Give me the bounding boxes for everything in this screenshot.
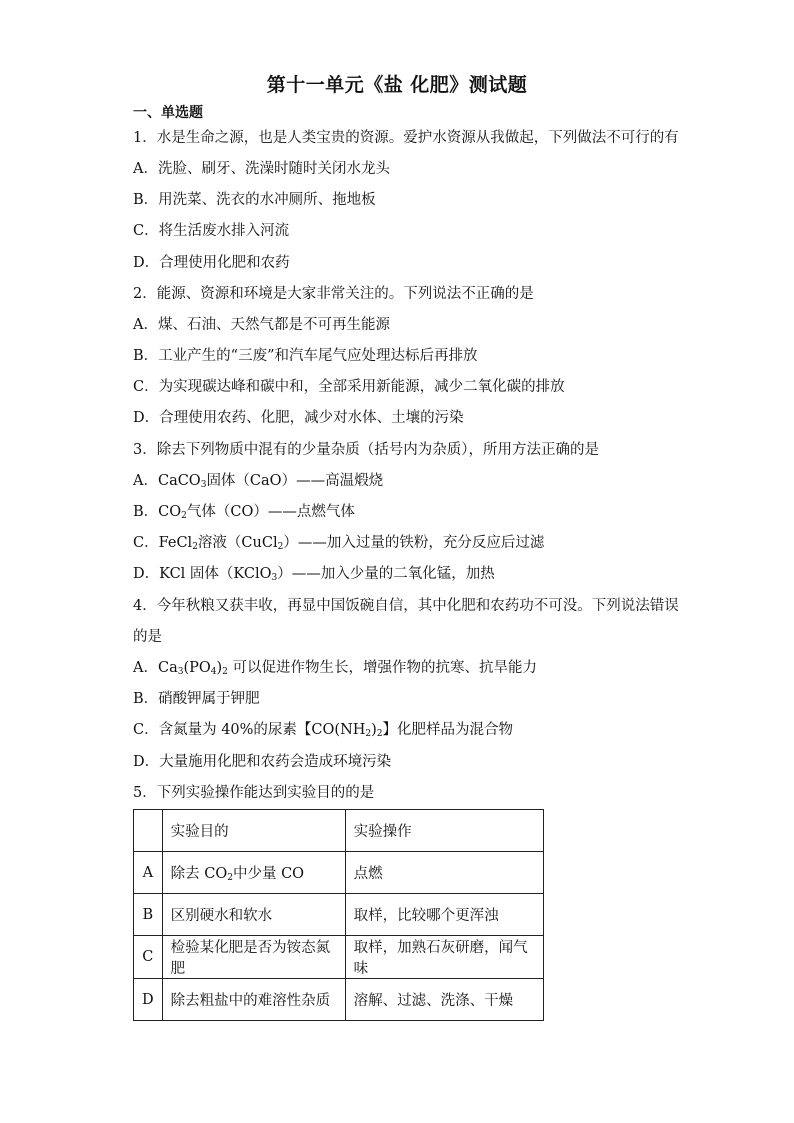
row-label: C	[134, 936, 163, 979]
q3-option-a: A．CaCO$_3$固体（CaO）——高温煅烧	[133, 473, 384, 490]
q4-stem-line2: 的是	[133, 629, 162, 645]
row-label: A	[134, 852, 163, 894]
q1-option-b: B．用洗菜、洗衣的水冲厕所、拖地板	[133, 192, 376, 208]
row-operation: 点燃	[345, 852, 543, 894]
q4-option-c: C．含氮量为 40%的尿素【$CO(NH_2)_2$】化肥样品为混合物	[133, 722, 514, 739]
q1-option-c: C．将生活废水排入河流	[133, 223, 290, 239]
row-goal: 区别硬水和软水	[162, 894, 345, 936]
q4-stem-line1: 4．今年秋粮又获丰收，再显中国饭碗自信，其中化肥和农药功不可没。下列说法错误	[133, 598, 679, 614]
q3-option-d: D．KCl 固体（KClO$_3$）——加入少量的二氧化锰，加热	[133, 566, 495, 583]
q4-option-d: D．大量施用化肥和农药会造成环境污染	[133, 754, 392, 770]
q2-option-c: C．为实现碳达峰和碳中和，全部采用新能源，减少二氧化碳的排放	[133, 379, 565, 395]
q2-option-a: A．煤、石油、天然气都是不可再生能源	[133, 317, 390, 333]
q2-stem: 2．能源、资源和环境是大家非常关注的。下列说法不正确的是	[133, 286, 534, 302]
section-heading: 一、单选题	[133, 105, 203, 121]
q1-option-a: A．洗脸、刷牙、洗澡时随时关闭水龙头	[133, 161, 390, 177]
table-row	[134, 894, 544, 936]
table-header-row	[134, 810, 544, 852]
q1-stem: 1．水是生命之源，也是人类宝贵的资源。爱护水资源从我做起，下列做法不可行的有	[133, 130, 679, 146]
row-operation: 溶解、过滤、洗涤、干燥	[345, 979, 543, 1021]
table-row	[134, 852, 544, 894]
table-row	[134, 979, 544, 1021]
q5-table	[133, 809, 544, 1021]
row-goal: 除去粗盐中的难溶性杂质	[162, 979, 345, 1021]
row-goal: 检验某化肥是否为铵态氮肥	[162, 936, 345, 979]
q2-option-d: D．合理使用农药、化肥，减少对水体、土壤的污染	[133, 410, 464, 426]
row-operation: 取样，加熟石灰研磨，闻气味	[345, 936, 543, 979]
q2-option-b: B．工业产生的“三废”和汽车尾气应处理达标后再排放	[133, 348, 478, 364]
table-header-cell	[134, 810, 163, 852]
table-header-cell: 实验操作	[345, 810, 543, 852]
q3-stem: 3．除去下列物质中混有的少量杂质（括号内为杂质），所用方法正确的是	[133, 442, 599, 458]
row-label: D	[134, 979, 163, 1021]
row-label: B	[134, 894, 163, 936]
q3-option-b: B．$CO_2$气体（CO）——点燃气体	[133, 504, 355, 521]
q3-option-c: C．FeCl$_2$溶液（CuCl$_2$）——加入过量的铁粉，充分反应后过滤	[133, 535, 545, 552]
row-goal: 除去 $CO_2$中少量 CO	[162, 852, 345, 894]
table-row	[134, 936, 544, 979]
q1-option-d: D．合理使用化肥和农药	[133, 255, 290, 271]
q4-option-b: B．硝酸钾属于钾肥	[133, 691, 260, 707]
q4-option-a: A．$Ca_3(PO_4)_2$ 可以促进作物生长，增强作物的抗寒、抗旱能力	[133, 660, 538, 677]
table-header-cell: 实验目的	[162, 810, 345, 852]
row-operation: 取样，比较哪个更浑浊	[345, 894, 543, 936]
page-title: 第十一单元《盐 化肥》测试题	[266, 74, 528, 96]
q5-stem: 5．下列实验操作能达到实验目的的是	[133, 785, 375, 801]
